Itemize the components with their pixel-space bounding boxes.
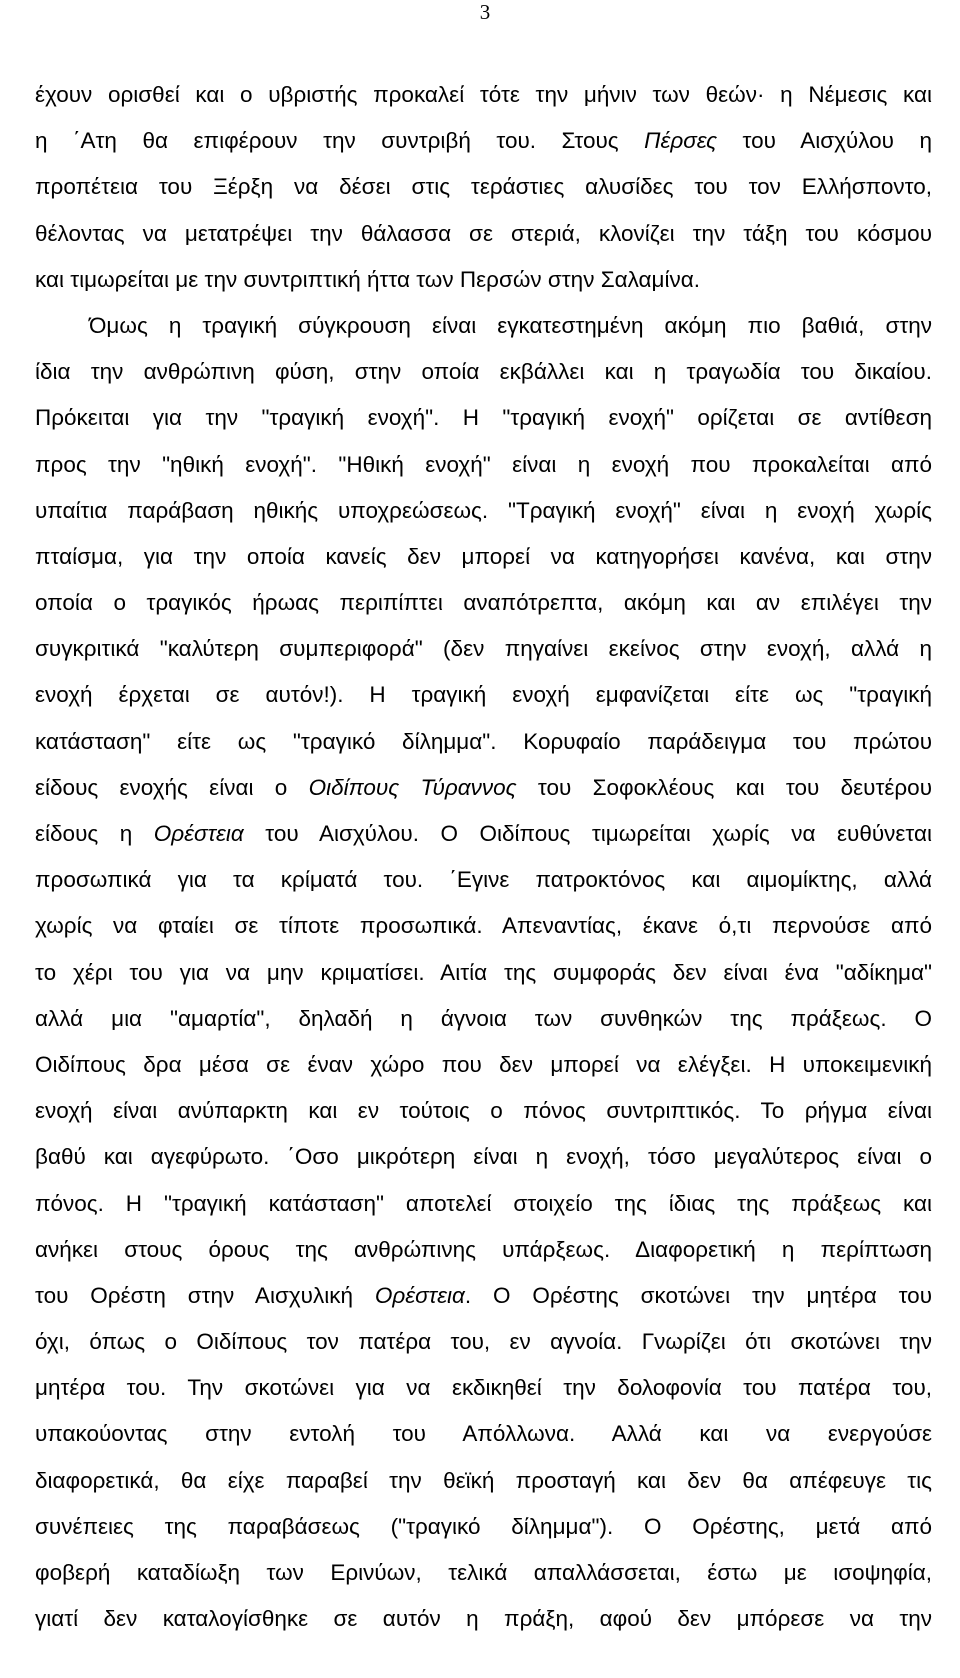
text-segment: Όμως η τραγική σύγκρουση είναι εγκατεστημένη ακόμη πιο βαθιά, στην bbox=[89, 312, 932, 338]
text-line bbox=[35, 442, 932, 488]
text-line bbox=[35, 1411, 932, 1457]
text-line bbox=[35, 1319, 932, 1365]
text-line bbox=[35, 395, 932, 441]
text-line bbox=[35, 1088, 932, 1134]
text-segment: το χέρι του για να μην κριματίσει. Αιτία της συμφοράς δεν είναι ένα "αδίκημα" bbox=[35, 959, 932, 985]
text-line bbox=[35, 72, 932, 118]
text-segment: βαθύ και αγεφύρωτο. ΄Οσο μικρότερη είναι η ενοχή, τόσο μεγαλύτερος είναι ο bbox=[35, 1144, 932, 1170]
text-line bbox=[35, 1458, 932, 1504]
text-segment: φοβερή καταδίωξη των Ερινύων, τελικά απαλλάσσεται, έστω με ισοψηφία, bbox=[35, 1560, 932, 1585]
text-segment: προς την "ηθική ενοχή". "Ηθική ενοχή" είναι η ενοχή που προκαλείται από bbox=[35, 451, 932, 477]
text-line bbox=[35, 672, 932, 718]
text-line bbox=[35, 257, 932, 303]
text-line bbox=[35, 950, 932, 996]
text-line bbox=[35, 118, 932, 164]
text-segment: κατάσταση" είτε ως "τραγικό δίλημμα". Κορυφαίο παράδειγμα του πρώτου bbox=[35, 728, 932, 754]
text-segment: μητέρα του. Την σκοτώνει για να εκδικηθεί την δολοφονία του πατέρα του, bbox=[35, 1375, 932, 1401]
text-segment: θέλοντας να μετατρέψει την θάλασσα σε στεριά, κλονίζει την τάξη του κόσμου bbox=[35, 220, 932, 246]
text-segment: Πρόκειται για την "τραγική ενοχή". Η "τραγική ενοχή" ορίζεται σε αντίθεση bbox=[35, 405, 932, 431]
text-line bbox=[35, 857, 932, 903]
italic-title: Οιδίπους Τύραννος bbox=[308, 774, 517, 800]
text-line bbox=[35, 303, 932, 349]
text-line bbox=[35, 765, 932, 811]
text-line bbox=[35, 1227, 932, 1273]
text-line bbox=[35, 996, 932, 1042]
text-segment: ανήκει στους όρους της ανθρώπινης υπάρξεως. Διαφορετική η περίπτωση bbox=[35, 1236, 932, 1262]
page-number: 3 bbox=[479, 0, 491, 24]
italic-title: Ορέστεια bbox=[153, 821, 244, 846]
text-line bbox=[35, 626, 932, 672]
text-line bbox=[35, 1181, 932, 1227]
text-line bbox=[35, 1042, 932, 1088]
text-line bbox=[35, 349, 932, 395]
text-line bbox=[35, 1365, 932, 1411]
text-line bbox=[35, 1134, 932, 1180]
text-segment: του Αισχύλου. Ο Οιδίπους τιμωρείται χωρίς να ευθύνεται bbox=[243, 821, 932, 846]
text-segment: είδους η bbox=[35, 821, 154, 846]
text-segment: και τιμωρείται με την συντριπτική ήττα των Περσών στην Σαλαμίνα. bbox=[35, 266, 701, 292]
text-segment: έχουν ορισθεί και ο υβριστής προκαλεί τότε την μήνιν των θεών· η Νέμεσις και bbox=[35, 82, 932, 107]
text-segment: ίδια την ανθρώπινη φύση, στην οποία εκβάλλει και η τραγωδία του δικαίου. bbox=[35, 359, 932, 385]
text-segment: του Σοφοκλέους και του δευτέρου bbox=[516, 774, 932, 800]
text-segment: χωρίς να φταίει σε τίποτε προσωπικά. Απεναντίας, έκανε ό,τι περνούσε από bbox=[35, 913, 932, 939]
text-segment: του Ορέστη στην Αισχυλική bbox=[35, 1282, 375, 1308]
text-segment: όχι, όπως ο Οιδίπους τον πατέρα του, εν αγνοία. Γνωρίζει ότι σκοτώνει την bbox=[35, 1329, 932, 1355]
text-line bbox=[35, 1550, 932, 1596]
text-segment: του Αισχύλου η bbox=[717, 128, 932, 154]
text-line bbox=[35, 811, 932, 857]
text-line bbox=[35, 1273, 932, 1319]
text-segment: . Ο Ορέστης σκοτώνει την μητέρα του bbox=[464, 1282, 932, 1308]
text-segment: πόνος. Η "τραγική κατάσταση" αποτελεί στοιχείο της ίδιας της πράξεως και bbox=[35, 1190, 932, 1216]
text-segment: προσωπικά για τα κρίματά του. ΄Εγινε πατροκτόνος και αιμομίκτης, αλλά bbox=[35, 867, 932, 893]
text-line bbox=[35, 1504, 932, 1550]
text-line bbox=[35, 719, 932, 765]
text-line bbox=[35, 580, 932, 626]
text-segment: συγκριτικά "καλύτερη συμπεριφορά" (δεν πηγαίνει εκείνος στην ενοχή, αλλά η bbox=[35, 636, 932, 662]
text-segment: η ΄Ατη θα επιφέρουν την συντριβή του. Στους bbox=[35, 128, 645, 154]
text-segment: οποία ο τραγικός ήρωας περιπίπτει αναπότρεπτα, ακόμη και αν επιλέγει την bbox=[35, 590, 932, 616]
text-line bbox=[35, 534, 932, 580]
text-line bbox=[35, 488, 932, 534]
text-segment: προπέτεια του Ξέρξη να δέσει στις τεράστιες αλυσίδες του τον Ελλήσποντο, bbox=[35, 174, 932, 200]
text-line bbox=[35, 211, 932, 257]
text-line bbox=[35, 1596, 932, 1642]
italic-title: Ορέστεια bbox=[374, 1282, 465, 1308]
text-segment: συνέπειες της παραβάσεως ("τραγικό δίλημμα"). Ο Ορέστης, μετά από bbox=[35, 1513, 932, 1539]
text-line bbox=[35, 164, 932, 210]
text-line bbox=[35, 903, 932, 949]
text-segment: υπαίτια παράβαση ηθικής υποχρεώσεως. "Τραγική ενοχή" είναι η ενοχή χωρίς bbox=[35, 497, 932, 523]
text-segment: αλλά μια "αμαρτία", δηλαδή η άγνοια των συνθηκών της πράξεως. Ο bbox=[35, 1005, 932, 1031]
italic-title: Πέρσες bbox=[644, 128, 718, 154]
text-segment: ενοχή έρχεται σε αυτόν!). Η τραγική ενοχή εμφανίζεται είτε ως "τραγική bbox=[35, 682, 932, 708]
text-segment: γιατί δεν καταλογίσθηκε σε αυτόν η πράξη, αφού δεν μπόρεσε να την bbox=[35, 1606, 932, 1632]
text-segment: είδους ενοχής είναι ο bbox=[35, 774, 309, 800]
text-segment: διαφορετικά, θα είχε παραβεί την θεϊκή προσταγή και δεν θα απέφευγε τις bbox=[35, 1467, 932, 1493]
text-segment: πταίσμα, για την οποία κανείς δεν μπορεί να κατηγορήσει κανένα, και στην bbox=[35, 543, 932, 569]
body-text bbox=[35, 72, 932, 1642]
text-segment: ενοχή είναι ανύπαρκτη και εν τούτοις ο πόνος συντριπτικός. Το ρήγμα είναι bbox=[35, 1098, 932, 1124]
text-segment: Οιδίπους δρα μέσα σε έναν χώρο που δεν μπορεί να ελέγξει. Η υποκειμενική bbox=[35, 1051, 932, 1077]
text-segment: υπακούοντας στην εντολή του Απόλλωνα. Αλλά και να ενεργούσε bbox=[35, 1421, 932, 1447]
